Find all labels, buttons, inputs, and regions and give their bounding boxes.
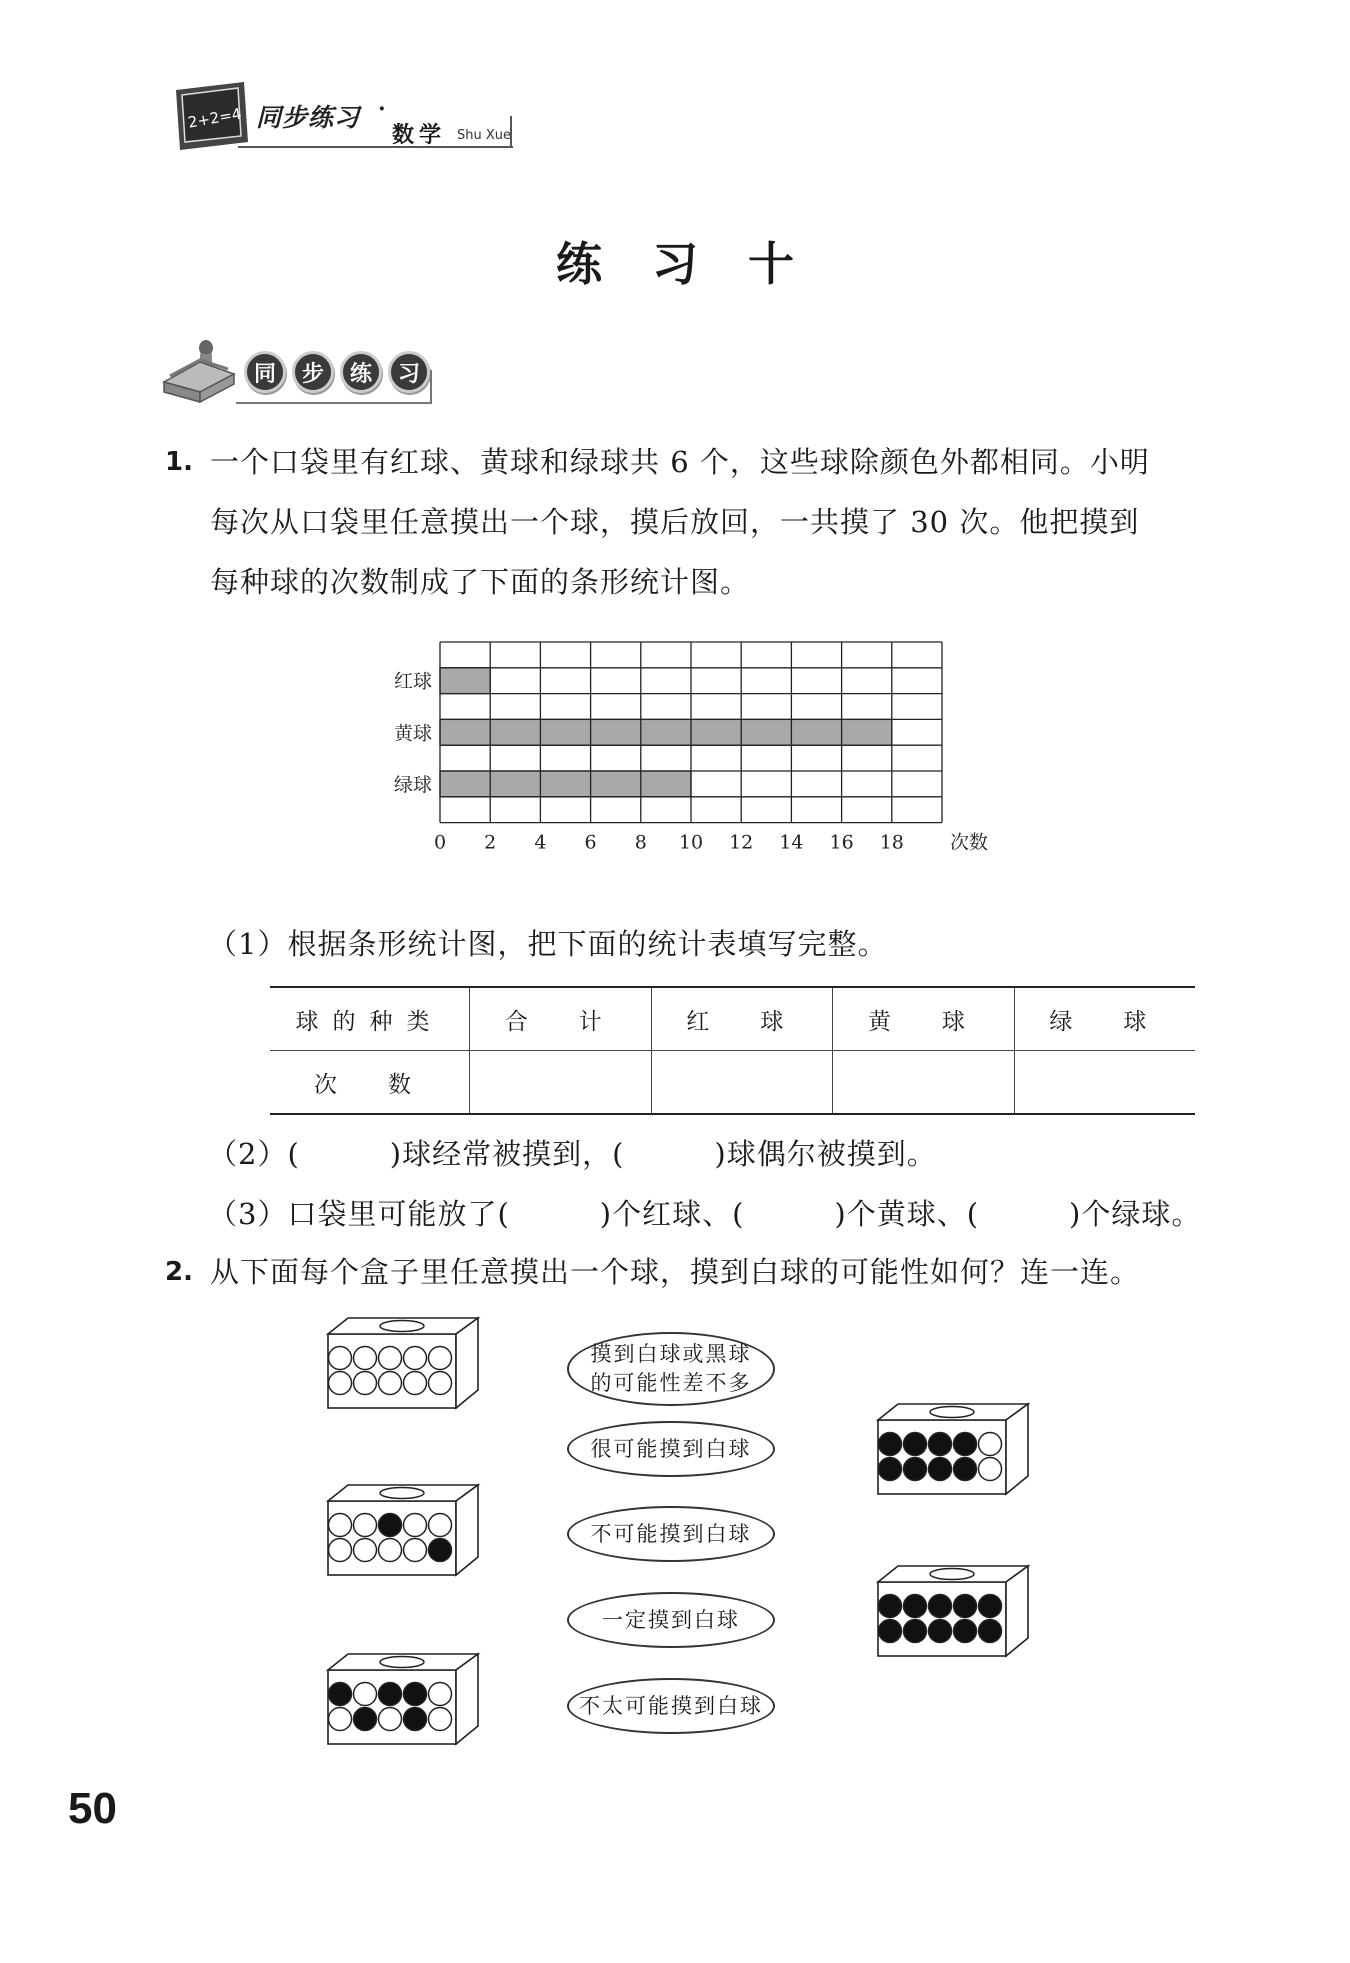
x-tick-label: 4 — [534, 831, 547, 854]
series-title: 同步练习 — [256, 103, 361, 132]
black-ball — [354, 1708, 377, 1731]
box-hole — [930, 1569, 974, 1580]
white-ball — [354, 1514, 377, 1537]
black-ball — [879, 1620, 902, 1643]
black-ball — [954, 1620, 977, 1643]
black-ball — [929, 1595, 952, 1618]
black-ball — [979, 1620, 1002, 1643]
answer-cell-red[interactable] — [651, 1051, 833, 1115]
bar-2 — [440, 771, 691, 797]
black-ball — [954, 1595, 977, 1618]
category-label: 红球 — [393, 670, 432, 693]
black-ball — [379, 1514, 402, 1537]
x-tick-label: 10 — [678, 831, 704, 854]
category-label: 绿球 — [393, 773, 432, 796]
white-ball — [979, 1433, 1002, 1456]
white-ball — [379, 1708, 402, 1731]
black-ball — [979, 1595, 1002, 1618]
q1-line: 每种球的次数制成了下面的条形统计图。 — [210, 565, 751, 599]
q1-line: 一个口袋里有红球、黄球和绿球共 6 个，这些球除颜色外都相同。小明 — [210, 445, 1150, 479]
white-ball — [354, 1372, 377, 1395]
ball-box-left-1[interactable] — [326, 1316, 481, 1411]
q1-number: 1. — [165, 447, 193, 477]
white-ball — [329, 1539, 352, 1562]
white-ball — [429, 1372, 452, 1395]
statement-unlikely[interactable]: 不太可能摸到白球 — [567, 1678, 775, 1734]
bar-chart — [380, 630, 1000, 920]
statement-certain[interactable]: 一定摸到白球 — [567, 1592, 775, 1648]
black-ball — [929, 1433, 952, 1456]
bar-1 — [440, 719, 892, 745]
white-ball — [404, 1372, 427, 1395]
section-banner — [244, 351, 430, 393]
white-ball — [379, 1539, 402, 1562]
black-ball — [954, 1433, 977, 1456]
section-rule — [236, 402, 432, 404]
box-side — [456, 1485, 478, 1575]
black-ball — [929, 1458, 952, 1481]
white-ball — [354, 1347, 377, 1370]
white-ball — [329, 1372, 352, 1395]
section-char: 练 — [340, 351, 382, 393]
black-ball — [404, 1708, 427, 1731]
ball-box-right-2[interactable] — [876, 1564, 1031, 1659]
box-hole — [380, 1488, 424, 1499]
answer-cell-green[interactable] — [1014, 1051, 1195, 1115]
box-hole — [380, 1657, 424, 1668]
black-ball — [904, 1458, 927, 1481]
black-ball — [904, 1433, 927, 1456]
answer-cell-total[interactable] — [470, 1051, 652, 1115]
black-ball — [429, 1539, 452, 1562]
black-ball — [879, 1433, 902, 1456]
section-char: 同 — [244, 351, 286, 393]
white-ball — [379, 1347, 402, 1370]
table-header-cell: 红 球 — [651, 987, 833, 1051]
white-ball — [379, 1372, 402, 1395]
black-ball — [954, 1458, 977, 1481]
stat-table — [270, 986, 1195, 1115]
table-row — [270, 1051, 1195, 1115]
white-ball — [354, 1539, 377, 1562]
box-side — [456, 1318, 478, 1408]
x-tick-label: 2 — [484, 831, 497, 854]
q1-line: 每次从口袋里任意摸出一个球，摸后放回，一共摸了 30 次。他把摸到 — [210, 505, 1140, 539]
black-ball — [904, 1595, 927, 1618]
white-ball — [429, 1683, 452, 1706]
x-tick-label: 0 — [433, 831, 447, 854]
header-rule-end — [510, 116, 512, 147]
bar-0 — [440, 668, 490, 694]
white-ball — [329, 1708, 352, 1731]
books-icon — [160, 336, 236, 406]
section-char: 步 — [292, 351, 334, 393]
header-dot: · — [378, 96, 386, 122]
statement-likely[interactable]: 很可能摸到白球 — [567, 1421, 775, 1477]
category-label: 黄球 — [393, 722, 432, 745]
ball-box-left-3[interactable] — [326, 1652, 481, 1747]
black-ball — [879, 1458, 902, 1481]
q2-number: 2. — [165, 1257, 193, 1287]
ball-box-left-2[interactable] — [326, 1483, 481, 1578]
section-rule-end — [430, 370, 432, 403]
page-title: 练习十 — [556, 237, 844, 291]
black-ball — [329, 1683, 352, 1706]
q1-sub1: （1）根据条形统计图，把下面的统计表填写完整。 — [208, 927, 888, 961]
q1-text — [210, 432, 1150, 612]
x-tick-label: 16 — [829, 831, 854, 854]
white-ball — [329, 1514, 352, 1537]
statement-impossible[interactable]: 不可能摸到白球 — [567, 1506, 775, 1562]
black-ball — [879, 1595, 902, 1618]
x-axis-label: 次数 — [950, 831, 989, 854]
white-ball — [979, 1458, 1002, 1481]
table-header-cell: 黄 球 — [833, 987, 1015, 1051]
white-ball — [429, 1347, 452, 1370]
q1-sub3: （3）口袋里可能放了( )个红球、( )个黄球、( )个绿球。 — [208, 1197, 1202, 1231]
q1-sub2: （2）( )球经常被摸到，( )球偶尔被摸到。 — [208, 1137, 937, 1171]
ball-box-right-1[interactable] — [876, 1402, 1031, 1497]
white-ball — [404, 1539, 427, 1562]
black-ball — [904, 1620, 927, 1643]
x-tick-label: 18 — [879, 831, 904, 854]
black-ball — [929, 1620, 952, 1643]
table-header-cell: 球的种类 — [270, 987, 470, 1051]
table-header-row — [270, 987, 1195, 1051]
white-ball — [404, 1514, 427, 1537]
box-side — [456, 1654, 478, 1744]
table-row-label: 次 数 — [270, 1051, 470, 1115]
x-tick-label: 8 — [634, 831, 647, 854]
statement-equal[interactable] — [567, 1332, 775, 1406]
x-tick-label: 6 — [584, 831, 597, 854]
table-header-cell: 绿 球 — [1014, 987, 1195, 1051]
x-tick-label: 14 — [779, 831, 804, 854]
header-rule — [238, 146, 513, 148]
box-side — [1006, 1566, 1028, 1656]
black-ball — [404, 1683, 427, 1706]
statement-line: 的可能性差不多 — [590, 1371, 752, 1395]
svg-text:2+2=4: 2+2=4 — [186, 104, 243, 132]
page-number: 50 — [68, 1784, 117, 1833]
x-tick-label: 12 — [729, 831, 754, 854]
table-header-cell: 合 计 — [470, 987, 652, 1051]
subject-label: 数学 — [392, 123, 447, 148]
white-ball — [429, 1514, 452, 1537]
white-ball — [429, 1708, 452, 1731]
answer-cell-yellow[interactable] — [833, 1051, 1015, 1115]
q2-text: 从下面每个盒子里任意摸出一个球，摸到白球的可能性如何？连一连。 — [210, 1255, 1141, 1289]
white-ball — [404, 1347, 427, 1370]
blackboard-icon — [170, 80, 250, 152]
white-ball — [354, 1683, 377, 1706]
box-side — [1006, 1404, 1028, 1494]
statement-line: 摸到白球或黑球 — [590, 1342, 752, 1366]
section-char: 习 — [388, 351, 430, 393]
box-hole — [380, 1321, 424, 1332]
box-hole — [930, 1407, 974, 1418]
black-ball — [379, 1683, 402, 1706]
subject-pinyin: Shu Xue — [457, 128, 512, 143]
white-ball — [329, 1347, 352, 1370]
